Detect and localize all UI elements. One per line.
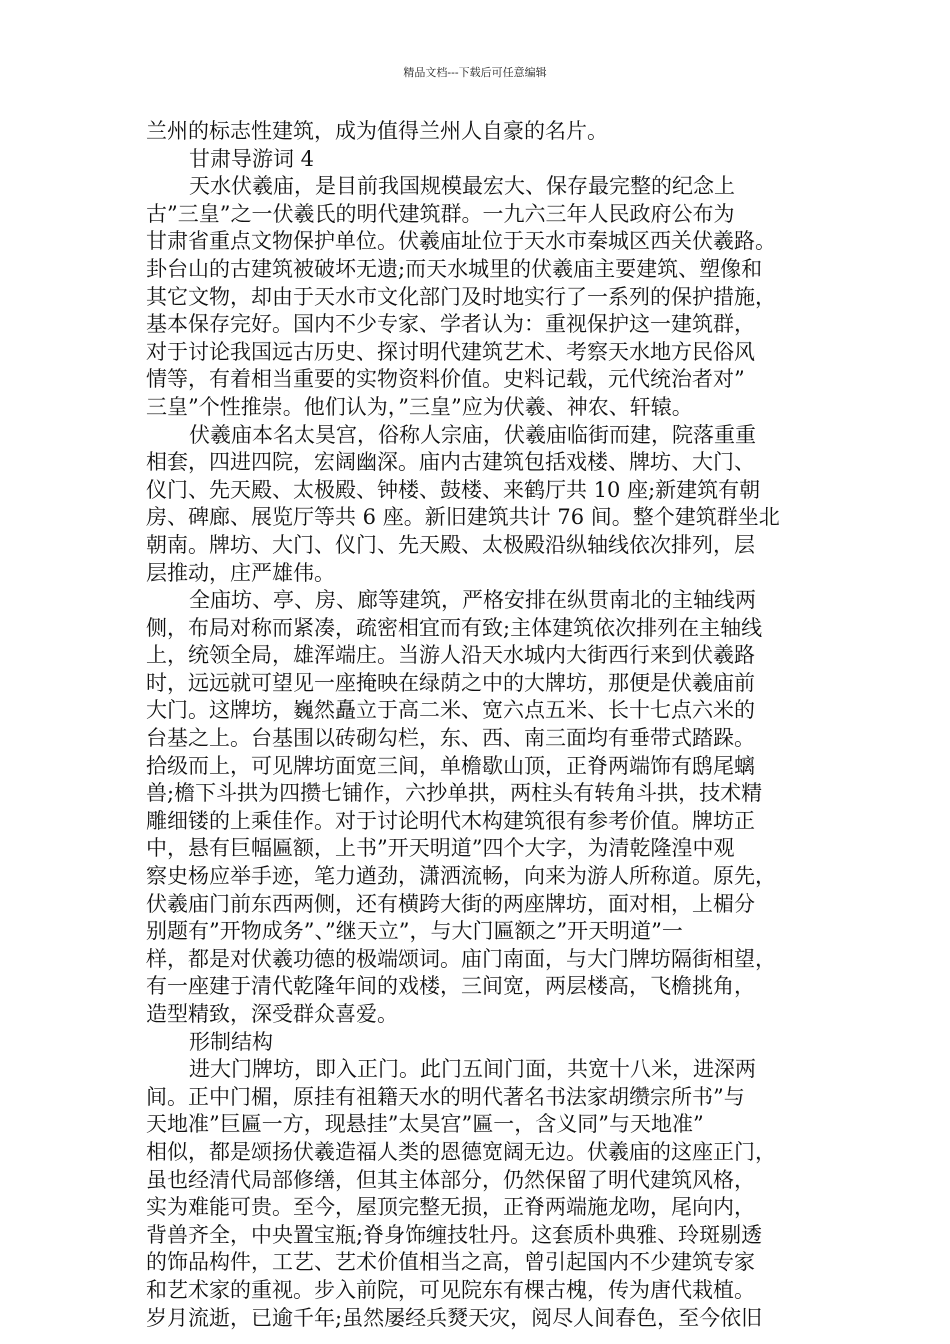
text-line: 侧，布局对称而紧凑，疏密相宜而有致;主体建筑依次排列在主轴线: [146, 615, 763, 640]
page-header: 精品文档---下载后可任意编辑: [403, 66, 547, 79]
text-line: 时，远远就可望见一座掩映在绿荫之中的大牌坊，那便是伏羲庙前: [146, 670, 755, 695]
text-line: 甘肃省重点文物保护单位。伏羲庙址位于天水市秦城区西关伏羲路。: [146, 229, 776, 254]
text-line: 台基之上。台基围以砖砌勾栏，东、西、南三面均有垂带式踏跺。: [146, 726, 755, 751]
text-line: 古”三皇”之一伏羲氏的明代建筑群。一九六三年人民政府公布为: [146, 201, 735, 226]
text-line: 全庙坊、亭、房、廊等建筑，严格安排在纵贯南北的主轴线两: [189, 588, 756, 613]
text-line: 三皇”个性推崇。他们认为，”三皇”应为伏羲、神农、轩辕。: [146, 394, 693, 419]
text-line: 拾级而上，可见牌坊面宽三间，单檐歇山顶，正脊两端饰有鸱尾螭: [146, 753, 755, 778]
text-line: 卦台山的古建筑被破坏无遗;而天水城里的伏羲庙主要建筑、塑像和: [146, 256, 763, 281]
text-line: 察史杨应举手迹，笔力遒劲，潇洒流畅，向来为游人所称道。原先，: [146, 864, 776, 889]
text-line: 岁月流逝，已逾千年;虽然屡经兵燹天灾，阅尽人间春色，至今依旧: [146, 1305, 763, 1330]
text-line: 兰州的标志性建筑，成为值得兰州人自豪的名片。: [146, 119, 608, 143]
text-line: 天水伏羲庙，是目前我国规模最宏大、保存最完整的纪念上: [189, 174, 735, 199]
text-line: 雕细镂的上乘佳作。对于讨论明代木构建筑很有参考价值。牌坊正: [146, 808, 755, 833]
document-body: [146, 118, 826, 1332]
text-line: 造型精致，深受群众喜爱。: [146, 1002, 398, 1026]
text-line: 情等，有着相当重要的实物资料价值。史料记载，元代统治者对”: [146, 367, 745, 392]
text-line: 进大门牌坊，即入正门。此门五间门面，共宽十八米，进深两: [189, 1057, 756, 1082]
text-line: 兽;檐下斗拱为四攒七铺作，六抄单拱，两柱头有转角斗拱，技术精: [146, 781, 763, 806]
text-line: 样，都是对伏羲功德的极端颂词。庙门南面，与大门牌坊隔街相望，: [146, 946, 776, 971]
text-line: 中，悬有巨幅匾额，上书”开天明道”四个大字，为清乾隆湟中观: [146, 836, 735, 861]
text-line: 层推动，庄严雄伟。: [146, 560, 335, 585]
text-line: 房、碑廊、展览厅等共 6 座。新旧建筑共计 76 间。整个建筑群坐北: [146, 505, 780, 530]
text-line: 其它文物，却由于天水市文化部门及时地实行了一系列的保护措施，: [146, 284, 776, 309]
text-line: 虽也经清代局部修缮，但其主体部分，仍然保留了明代建筑风格，: [146, 1167, 755, 1192]
text-line: 天地准”巨匾一方，现悬挂”太昊宫”匾一，含义同”与天地准”: [146, 1112, 704, 1137]
text-line: 实为难能可贵。至今，屋顶完整无损，正脊两端施龙吻，尾向内，: [146, 1195, 755, 1220]
text-line: 甘肃导游词 4: [189, 146, 315, 171]
text-line: 伏羲庙门前东西两侧，还有横跨大街的两座牌坊，面对相，上楣分: [146, 891, 755, 916]
text-line: 和艺术家的重视。步入前院，可见院东有棵古槐，传为唐代栽植。: [146, 1277, 755, 1302]
text-line: 的饰品构件，工艺、艺术价值相当之高，曾引起国内不少建筑专家: [146, 1250, 755, 1275]
text-line: 仪门、先天殿、太极殿、钟楼、鼓楼、来鹤厅共 10 座;新建筑有朝: [146, 477, 761, 502]
text-line: 相套，四进四院，宏阔幽深。庙内古建筑包括戏楼、牌坊、大门、: [146, 450, 755, 475]
text-line: 朝南。牌坊、大门、仪门、先天殿、太极殿沿纵轴线依次排列，层: [146, 532, 755, 557]
text-line: 形制结构: [189, 1029, 273, 1054]
text-line: 相似，都是颂扬伏羲造福人类的恩德宽阔无边。伏羲庙的这座正门，: [146, 1139, 776, 1164]
text-line: 基本保存完好。国内不少专家、学者认为：重视保护这一建筑群，: [146, 312, 755, 337]
text-line: 伏羲庙本名太昊宫，俗称人宗庙，伏羲庙临街而建，院落重重: [189, 422, 756, 447]
text-line: 上，统领全局，雄浑端庄。当游人沿天水城内大街西行来到伏羲路: [146, 643, 755, 668]
text-line: 有一座建于清代乾隆年间的戏楼，三间宽，两层楼高，飞檐挑角，: [146, 974, 755, 999]
text-line: 大门。这牌坊，巍然矗立于高二米、宽六点五米、长十七点六米的: [146, 698, 755, 723]
text-line: 间。正中门楣，原挂有祖籍天水的明代著名书法家胡缵宗所书”与: [146, 1084, 745, 1109]
text-line: 背兽齐全，中央置宝瓶;脊身饰缠技牡丹。这套质朴典雅、玲斑剔透: [146, 1222, 763, 1247]
text-line: 别题有”开物成务”、”继天立”，与大门匾额之”开天明道”一: [146, 919, 683, 944]
text-line: 对于讨论我国远古历史、探讨明代建筑艺术、考察天水地方民俗风: [146, 339, 755, 364]
